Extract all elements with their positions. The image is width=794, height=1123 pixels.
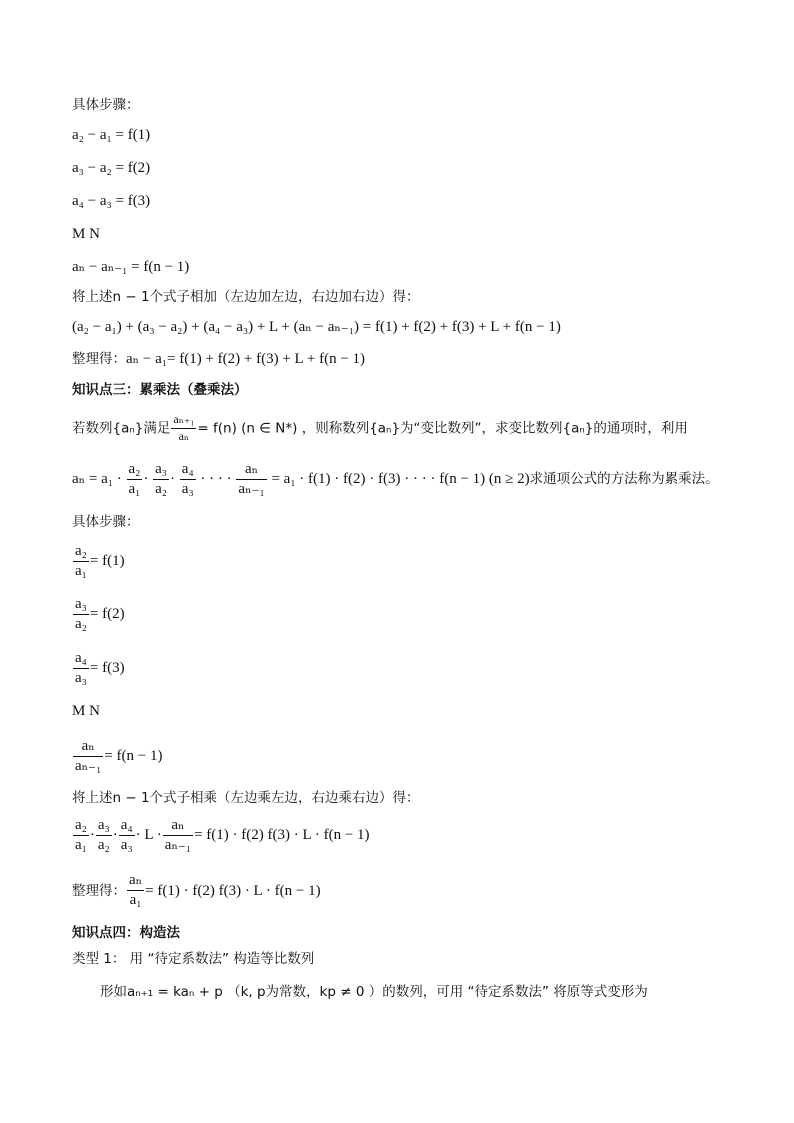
formula-frac-4-den: aₙ₋₁ <box>238 481 265 498</box>
formula-frac-1-den: a₁ <box>128 481 141 498</box>
sum-sentence: 将上述n − 1个式子相加（左边加左边，右边加右边）得： <box>72 289 420 305</box>
section4-heading: 知识点四：构造法 <box>72 925 180 941</box>
formula-frac-4 <box>236 461 266 499</box>
product-step-1 <box>72 543 125 581</box>
step4-rhs: = f(n − 1) <box>104 748 163 765</box>
product-equation: $\frac{\text{a₂}}{\text{a₁}}$ · $\frac{\text{a₃}}{\text{a₂}}$ · $\frac{\text{a₄}}{\text{a₃}}$ · L · $\frac{\text{aₙ}}{\text{aₙ₋₁}}$ = f(1) · f(2) f(3) · L · f(n − 1) <box>75 817 370 854</box>
step4-num: aₙ <box>73 738 103 757</box>
sum-result-equation: aₙ − a₁= f(1) + f(2) + f(3) + L + f(n − 1) <box>126 351 366 367</box>
prod-frac-3-num: a₄ <box>119 817 135 836</box>
prod-frac-2-den: a₂ <box>97 837 110 854</box>
formula-frac-4-num: aₙ <box>236 461 266 480</box>
formula-rhs: = a₁ · f(1) · f(2) · f(3) · · · · f(n − 1) (n ≥ 2) <box>271 471 530 488</box>
step4-frac <box>73 738 103 776</box>
sum-result-label: 整理得： <box>72 351 126 367</box>
prod-frac-1 <box>73 817 89 855</box>
prod-frac-2-num: a₃ <box>96 817 112 836</box>
prod-frac-1-den: a₁ <box>75 837 87 854</box>
formula-frac-1-num: a₂ <box>127 461 143 480</box>
formula-frac-2-den: a₂ <box>155 481 168 498</box>
formula-frac-2-num: a₃ <box>153 461 169 480</box>
section4-type1: 类型 1： 用 “待定系数法” 构造等比数列 <box>72 951 315 967</box>
section3-intro <box>72 413 688 444</box>
step2-den: a₂ <box>75 616 87 633</box>
step4-den: aₙ₋₁ <box>75 758 102 775</box>
prod-frac-3 <box>119 817 135 855</box>
product-sentence: 将上述n − 1个式子相乘（左边乘左边，右边乘右边）得： <box>72 790 420 806</box>
steps-heading-product: 具体步骤： <box>72 514 140 530</box>
formula-dots: · · · · <box>200 471 232 488</box>
step1-frac <box>73 543 89 581</box>
intro-frac-den: aₙ <box>178 428 190 443</box>
result-num: aₙ <box>127 872 144 891</box>
product-step-last <box>72 738 162 776</box>
formula-frac-2 <box>153 461 169 499</box>
formula-frac-3-den: a₃ <box>181 481 194 498</box>
prod-frac-1-num: a₂ <box>73 817 89 836</box>
sum-result <box>72 350 365 368</box>
formula-frac-3-num: a₄ <box>180 461 196 480</box>
sum-step-eq-last: aₙ − aₙ₋₁ = f(n − 1) <box>72 259 190 275</box>
prod-mid: · L · <box>135 827 162 844</box>
step2-num: a₃ <box>73 596 89 615</box>
intro-fraction <box>171 413 196 444</box>
product-step-2 <box>72 596 125 634</box>
result-rhs: = f(1) · f(2) f(3) · L · f(n − 1) <box>145 882 321 899</box>
prod-frac-2 <box>96 817 112 855</box>
sum-step-ellipsis: M N <box>72 226 100 242</box>
formula-tail: 求通项公式的方法称为累乘法。 <box>529 471 719 488</box>
step3-frac <box>73 650 89 688</box>
step2-rhs: = f(2) <box>89 606 125 623</box>
sum-step-eq-1: a₂ − a₁ = f(1) <box>72 127 151 143</box>
result-den: a₁ <box>129 892 142 909</box>
sum-step-eq-2: a₃ − a₂ = f(2) <box>72 160 151 176</box>
section3-heading: 知识点三：累乘法（叠乘法） <box>72 382 248 398</box>
sum-equation: (a₂ − a₁) + (a₃ − a₂) + (a₄ − a₃) + L + (aₙ − aₙ₋₁) = f(1) + f(2) + f(3) + L + f(n − 1) <box>72 319 561 335</box>
prod-frac-4-den: aₙ₋₁ <box>164 837 192 854</box>
prod-frac-3-den: a₃ <box>120 837 133 854</box>
result-frac <box>127 872 144 910</box>
intro-part2: = f(n) (n ∈ N*) ，则称数列{aₙ}为“变比数列”，求变比数列{aₙ}的通项时，利用 <box>197 420 688 437</box>
section4-type1-desc: 形如aₙ₊₁ = kaₙ + p （k, p为常数，kp ≠ 0 ）的数列，可用 “待定系数法” 将原等式变形为 <box>100 984 648 1000</box>
steps-heading-sum: 具体步骤： <box>72 97 140 113</box>
formula-frac-3 <box>180 461 196 499</box>
product-step-3 <box>72 650 125 688</box>
prod-frac-4-num: aₙ <box>163 817 193 836</box>
formula-frac-1 <box>127 461 143 499</box>
intro-frac-num: aₙ₊₁ <box>171 413 196 429</box>
prod-frac-4 <box>163 817 193 855</box>
step1-num: a₂ <box>73 543 89 562</box>
step1-rhs: = f(1) <box>89 553 125 570</box>
sum-step-eq-3: a₄ − a₃ = f(3) <box>72 193 151 209</box>
product-step-ellipsis: M N <box>72 703 100 719</box>
step1-den: a₁ <box>75 563 87 580</box>
step2-frac <box>73 596 89 634</box>
product-formula: aₙ = a₁ · $\frac{\text{a₂}}{\text{a₁}}$ · $\frac{\text{a₃}}{\text{a₂}}$ · $\frac{\text{a₄}}{\text{a₃}}$ · · · · $\frac{\text{aₙ}}{\text{aₙ₋₁}}$ = a₁ · f(1) · f(2) · f(3) · · · · f(n − 1) (n ≥ 2)求通项公式的方法称为累乘法。 <box>72 461 719 498</box>
product-result <box>72 872 321 910</box>
prod-rhs: = f(1) · f(2) f(3) · L · f(n − 1) <box>194 827 370 844</box>
product-result-label: 整理得： <box>72 882 126 899</box>
step3-num: a₄ <box>73 650 89 669</box>
step3-den: a₃ <box>75 670 87 687</box>
intro-part1: 若数列{aₙ}满足 <box>72 420 171 437</box>
step3-rhs: = f(3) <box>89 660 125 677</box>
formula-lhs: aₙ = a₁ · <box>72 471 122 488</box>
